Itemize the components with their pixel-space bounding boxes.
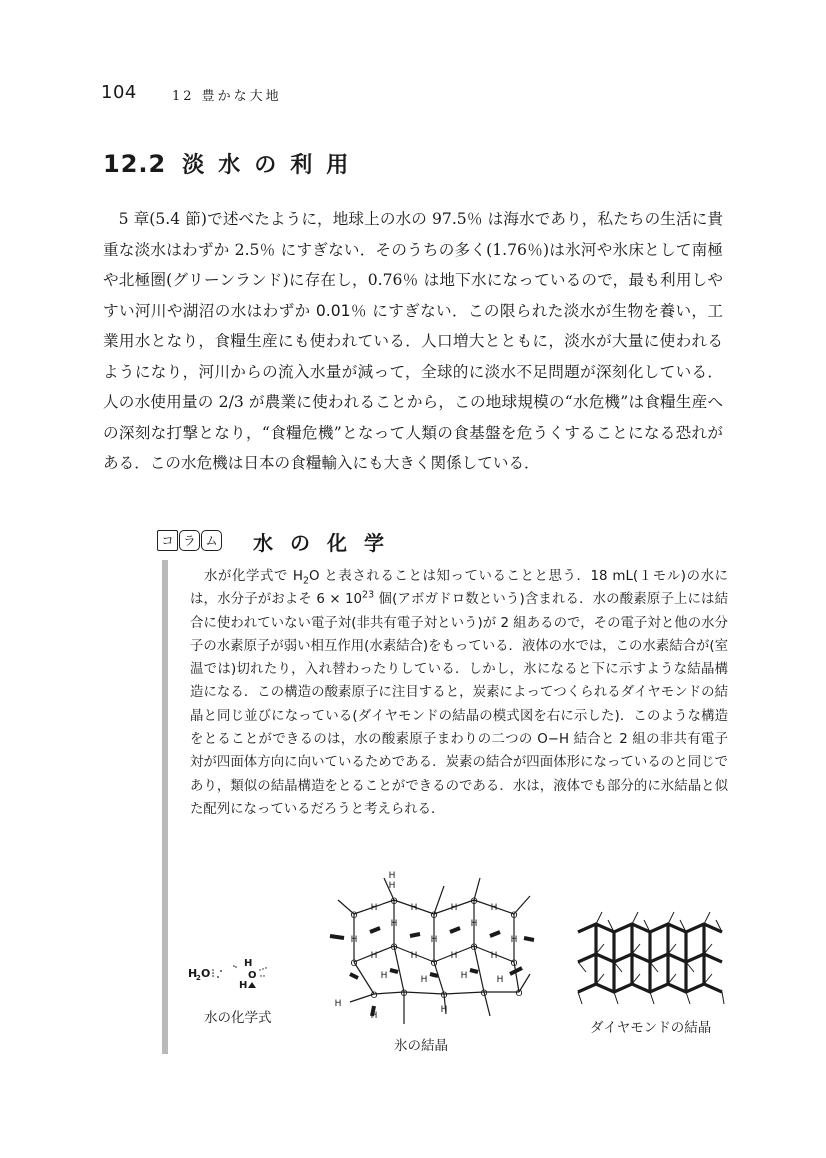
ice-crystal-figure — [294, 866, 554, 1036]
ice-atom-h: H — [410, 903, 418, 913]
formula-o: O — [201, 967, 211, 980]
ice-atom-h: H — [430, 935, 438, 945]
ice-atom-h: H — [470, 919, 478, 929]
body-text-part: 5 章(5.4 節)で述べたように，地球上の水の 97.5％ は海水であり，私たちの生活に貴重な淡水はわずか 2.5％ にすぎない．そのうちの多く(1.76％)は氷河や氷床として南極や北極圏(グリーンランド)に存在し，0.76％ は地下水になっているので， — [103, 210, 723, 289]
water-formula-figure — [186, 948, 286, 1008]
column-subscript: 2 — [302, 575, 310, 587]
section-title: 淡水の利用 — [182, 153, 363, 178]
ice-atom-h: H — [334, 999, 342, 1009]
ice-atom-h: H — [420, 975, 428, 985]
caption-diamond-crystal: ダイヤモンドの結晶 — [590, 1020, 712, 1036]
column-text-part: 個(アボガドロ数という)含まれる．水の酸素原子上には結合に使われていない電子対(非共有電子対という)が 2 組あるので，その電子対と他の水分子の水素原子が弱い相互作用(水素結合)をもっている．液体の水では，この水素結合が(室温では)切れたり，入れ替わったりしている．しかし，氷になると下に示すような結晶構造になる．この構造の酸素原子に注目すると，炭素によってつくられるダイヤモンドの結晶と同じ並びになっている(ダイヤモンドの結晶の模式図を右に示した)．このような構造をとることができるのは，水の酸素原子まわりの二つの O−H 結合と 2 組の非共有電子対が四面体方向に向いているためである．炭素の結合が四面体形になっているのと同じであり，類似の結晶構造をとることができるのである．水は，液体でも部分的に氷結晶と似た配列になっているだろうと考えられる． — [190, 592, 728, 817]
ice-atom-h: H — [490, 903, 498, 913]
section-number: 12.2 — [103, 150, 167, 178]
ice-atom-o: O — [370, 991, 378, 1001]
column-tag-char: コ — [157, 530, 178, 551]
column-title: 水の化学 — [253, 531, 401, 555]
ice-atom-o: O — [510, 911, 518, 921]
ice-atom-o: O — [470, 943, 478, 953]
caption-ice-crystal: 氷の結晶 — [394, 1038, 448, 1054]
ice-atom-h: H — [370, 903, 378, 913]
lone-pair-dots — [212, 965, 267, 978]
ice-atom-o: O — [440, 991, 448, 1001]
column-text-part: 水が化学式で H — [190, 569, 303, 584]
column-tag — [157, 530, 223, 551]
ice-atom-h: H — [450, 951, 458, 961]
diamond-crystal-figure — [576, 910, 726, 1008]
section-heading — [103, 148, 362, 179]
ice-atom-h: H — [350, 935, 358, 945]
body-text-part: この限られた淡水が生物を養い，工業用水となり，食糧生産にも使われている．人口増大とともに，淡水が大量に使われるようになり，河川からの流入水量が減って，全球的に淡水不足問題が深刻化している．人の水使用量の 2/3 が農業に使われることから，この地球規模の“水危機”は食糧生産への深刻な打撃となり，“食糧危機”となって人類の食基盤を危うくすることになる恐れがある．この水危機は日本の食糧輸入にも大きく関係している． — [103, 301, 723, 472]
ice-atom-h: H — [490, 951, 498, 961]
column-paragraph — [190, 565, 728, 821]
ice-atom-h: H — [388, 871, 396, 881]
ice-atom-h: H — [390, 919, 398, 929]
body-emphasis: 最も利用しやすい河川や湖沼の水はわずか 0.01％ にすぎない． — [103, 271, 723, 320]
ice-atom-h: H — [380, 971, 388, 981]
ice-atom-o: O — [430, 959, 438, 969]
wedge-bond — [248, 982, 256, 988]
formula-h: H — [188, 967, 198, 980]
ice-atom-h: H — [510, 935, 518, 945]
ice-atom-h: H — [460, 971, 468, 981]
ice-atom-h: H — [370, 1011, 378, 1021]
ice-atom-o: O — [390, 897, 398, 907]
caption-water-formula: 水の化学式 — [204, 1010, 272, 1026]
ice-atom-h: H — [440, 1005, 448, 1015]
ice-atom-o: O — [515, 989, 523, 999]
chapter-label: 12 豊かな大地 — [172, 89, 282, 104]
ice-atom-o: O — [390, 943, 398, 953]
ice-atom-h: H — [388, 881, 396, 891]
ice-atom-h: H — [410, 951, 418, 961]
ice-atom-o: O — [510, 959, 518, 969]
ice-atom-o: O — [480, 989, 488, 999]
formula-subscript: 2 — [196, 974, 201, 982]
ice-atom-o: O — [350, 911, 358, 921]
molecule-h-bottom: H — [239, 980, 248, 991]
column-tag-char: ラ — [179, 530, 200, 551]
column-superscript: 23 — [362, 589, 375, 601]
ice-atom-h: H — [496, 975, 504, 985]
figure-area — [186, 866, 746, 1058]
ice-atom-o: O — [400, 989, 408, 999]
page-number: 104 — [101, 82, 137, 103]
section-body-paragraph — [103, 204, 723, 479]
molecule-o: O — [248, 970, 257, 981]
ice-atom-o: O — [430, 911, 438, 921]
molecule-h-top: H — [244, 958, 253, 969]
column-tag-char: ム — [201, 530, 222, 551]
ice-atom-h: H — [450, 903, 458, 913]
ice-atom-h: H — [370, 951, 378, 961]
ice-atom-o: O — [350, 959, 358, 969]
column-sidebar-bar — [162, 560, 168, 1054]
column-text-part: O と表されることは知っていることと思う．18 mL(１モル)の水には，水分子がおよそ 6 × 10 — [190, 569, 728, 608]
ice-atom-o: O — [470, 897, 478, 907]
